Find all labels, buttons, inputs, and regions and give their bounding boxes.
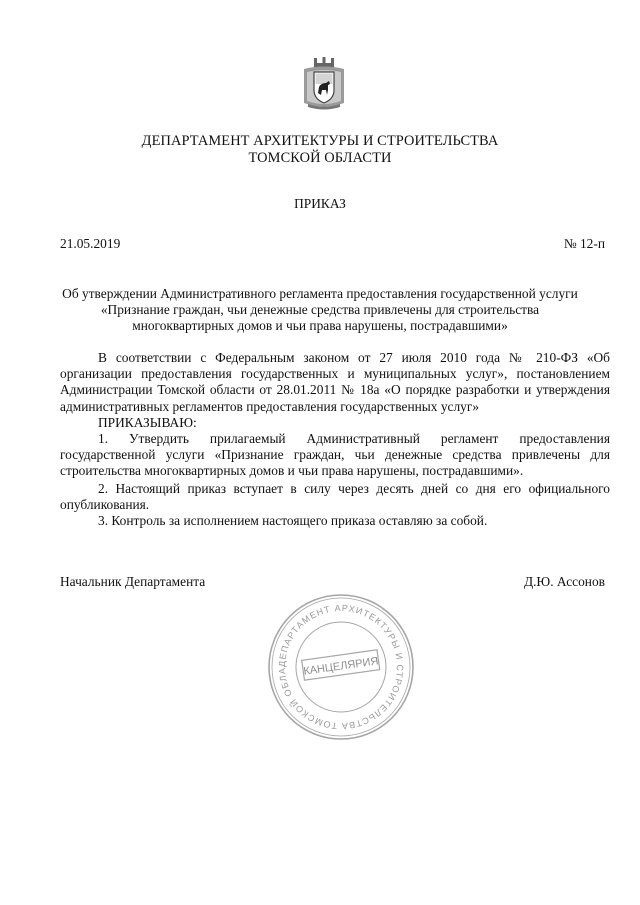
stamp-inner-text: КАНЦЕЛЯРИЯ xyxy=(302,655,380,678)
subject-line-2: «Признание граждан, чьи денежные средства привлечены для строительства xyxy=(100,302,540,317)
order-item-1-text: 1. Утвердить прилагаемый Административный регламент предоставления государственной услуги «Признание граждан, чьи денежные средства привлечены для строительства многоквартирных домов и чьи права нарушены, пострадавшими». xyxy=(60,431,610,479)
department-name xyxy=(0,133,640,167)
tomsk-coat-of-arms-icon xyxy=(302,57,346,111)
department-line-2: ТОМСКОЙ ОБЛАСТИ xyxy=(248,150,392,166)
preamble-paragraph xyxy=(60,350,610,415)
order-subject xyxy=(0,286,640,334)
decree-heading: ПРИКАЗЫВАЮ: xyxy=(98,415,197,430)
svg-text:ДЕПАРТАМЕНТ АРХИТЕКТУРЫ И СТРО xyxy=(263,589,405,731)
stamp-outer-text: ДЕПАРТАМЕНТ АРХИТЕКТУРЫ И СТРОИТЕЛЬСТВА ТОМСКОЙ ОБЛА xyxy=(276,602,406,732)
department-line-1: ДЕПАРТАМЕНТ АРХИТЕКТУРЫ И СТРОИТЕЛЬСТВА xyxy=(141,133,499,149)
order-date: 21.05.2019 xyxy=(60,236,121,251)
order-item-2-text: 2. Настоящий приказ вступает в силу через десять дней со дня его официального опубликования. xyxy=(60,481,610,513)
subject-line-3: многоквартирных домов и чьи права нарушены, пострадавшими» xyxy=(132,318,508,333)
subject-line-1: Об утверждении Административного регламента предоставления государственной услуги xyxy=(62,286,578,301)
signatory-name: Д.Ю. Ассонов xyxy=(523,574,605,589)
document-type: ПРИКАЗ xyxy=(294,196,346,211)
preamble-text: В соответствии с Федеральным законом от 27 июля 2010 года № 210-ФЗ «Об организации предоставления государственных и муниципальных услуг», постановлением Администрации Томской области от 28.01.2011 № 18а «О порядке разработки и утверждения административных регламентов предоставления государственных услуг» xyxy=(60,350,610,414)
order-item-2 xyxy=(60,481,610,513)
order-item-3: 3. Контроль за исполнением настоящего приказа оставляю за собой. xyxy=(98,513,488,528)
order-item-1 xyxy=(60,431,610,480)
signatory-position: Начальник Департамента xyxy=(60,574,206,589)
order-number: № 12-п xyxy=(563,236,605,251)
round-stamp-icon xyxy=(263,589,419,745)
